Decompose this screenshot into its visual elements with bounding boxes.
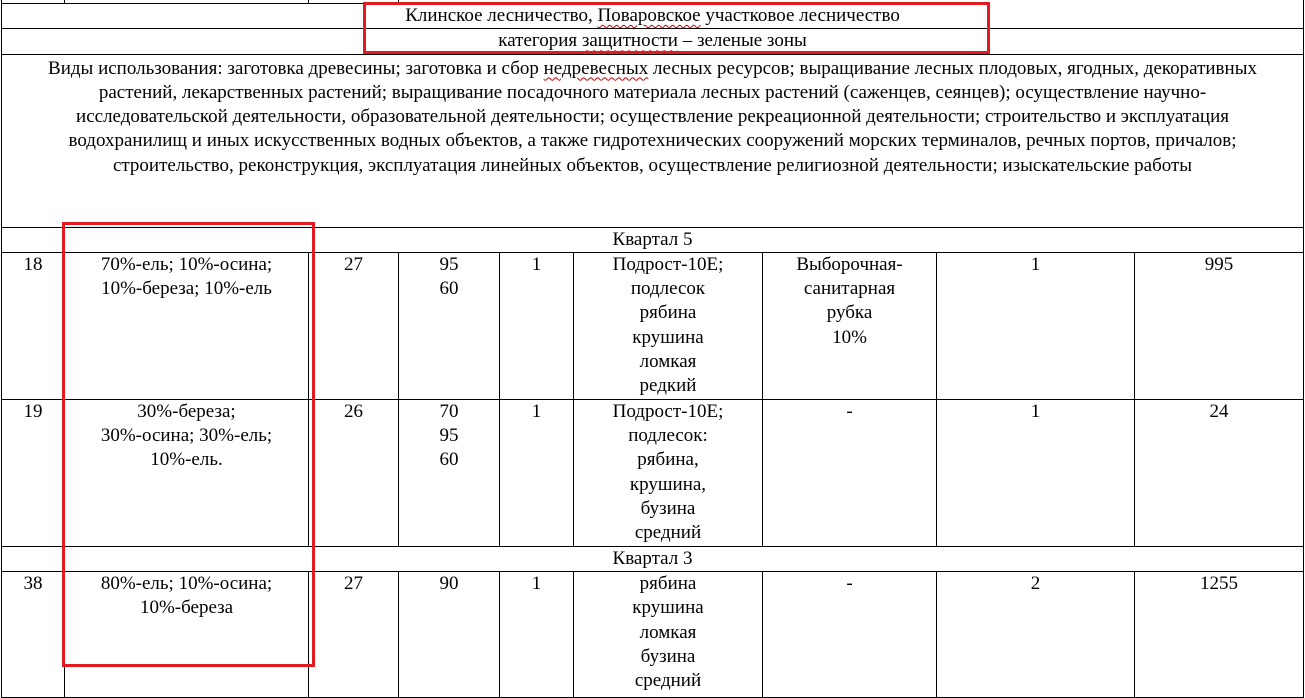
header-category-label: категория [498,30,582,52]
forestry-table [1,0,1304,698]
table-row [2,252,1304,399]
uses-paragraph: Виды использования: заготовка древесины; заготовка и сбор недревесных лесных ресурсов; выращивание лесных плодовых, ягодных, декоративных растений, лекарственных растений; выращивание посадочного материала лесных растений (саженцев, сеянцев); осуществление научно-исследовательской деятельности, образовательной деятельности; осуществление рекреационной деятельности; строительство и эксплуатация водохранилищ и иных искусственных водных объектов, а также гидротехнических сооружений морских терминалов, речных портов, причалов; строительство, реконструкция, эксплуатация линейных объектов, осуществление религиозной деятельности; изыскательские работы [2,54,1304,227]
header-category-value: – зеленые зоны [677,30,807,52]
undergrowth-cell: рябина крушина ломкая бузина средний [574,571,763,697]
action-cell: Выборочная- санитарная рубка 10% [763,252,937,399]
class-value: 1 [500,399,574,546]
uses-row [2,54,1304,227]
section-title-kvartal-3: Квартал 3 [2,546,1304,571]
priority-value: 1 [937,252,1135,399]
priority-value: 2 [937,571,1135,697]
values-cell: 95 60 [399,252,500,399]
header-category-marked: защитности [581,30,678,52]
class-value: 1 [500,571,574,697]
volume-value: 24 [1135,399,1304,546]
values-cell: 70 95 60 [399,399,500,546]
table-row [2,571,1304,697]
header-forestry-name: Клинское лесничество, [405,5,598,26]
volume-value: 995 [1135,252,1304,399]
row-number: 19 [2,399,65,546]
header-district-suffix: участковое лесничество [700,5,900,26]
species-composition: 30%-береза; 30%-осина; 30%-ель; 10%-ель. [65,399,309,546]
table-row [2,399,1304,546]
action-cell: - [763,571,937,697]
header-line-1 [2,4,1304,29]
class-value: 1 [500,252,574,399]
age-value: 27 [309,252,399,399]
section-header [2,227,1304,252]
undergrowth-cell: Подрост-10Е; подлесок рябина крушина ломкая редкий [574,252,763,399]
species-composition: 80%-ель; 10%-осина; 10%-береза [65,571,309,697]
section-title-kvartal-5: Квартал 5 [2,227,1304,252]
species-composition: 70%-ель; 10%-осина; 10%-береза; 10%-ель [65,252,309,399]
header-district-name: Поваровское [597,5,701,26]
priority-value: 1 [937,399,1135,546]
volume-value: 1255 [1135,571,1304,697]
age-value: 26 [309,399,399,546]
age-value: 27 [309,571,399,697]
header-line-2 [2,29,1304,54]
undergrowth-cell: Подрост-10Е; подлесок: рябина, крушина, бузина средний [574,399,763,546]
row-number: 38 [2,571,65,697]
row-number: 18 [2,252,65,399]
values-cell: 90 [399,571,500,697]
section-header [2,546,1304,571]
action-cell: - [763,399,937,546]
